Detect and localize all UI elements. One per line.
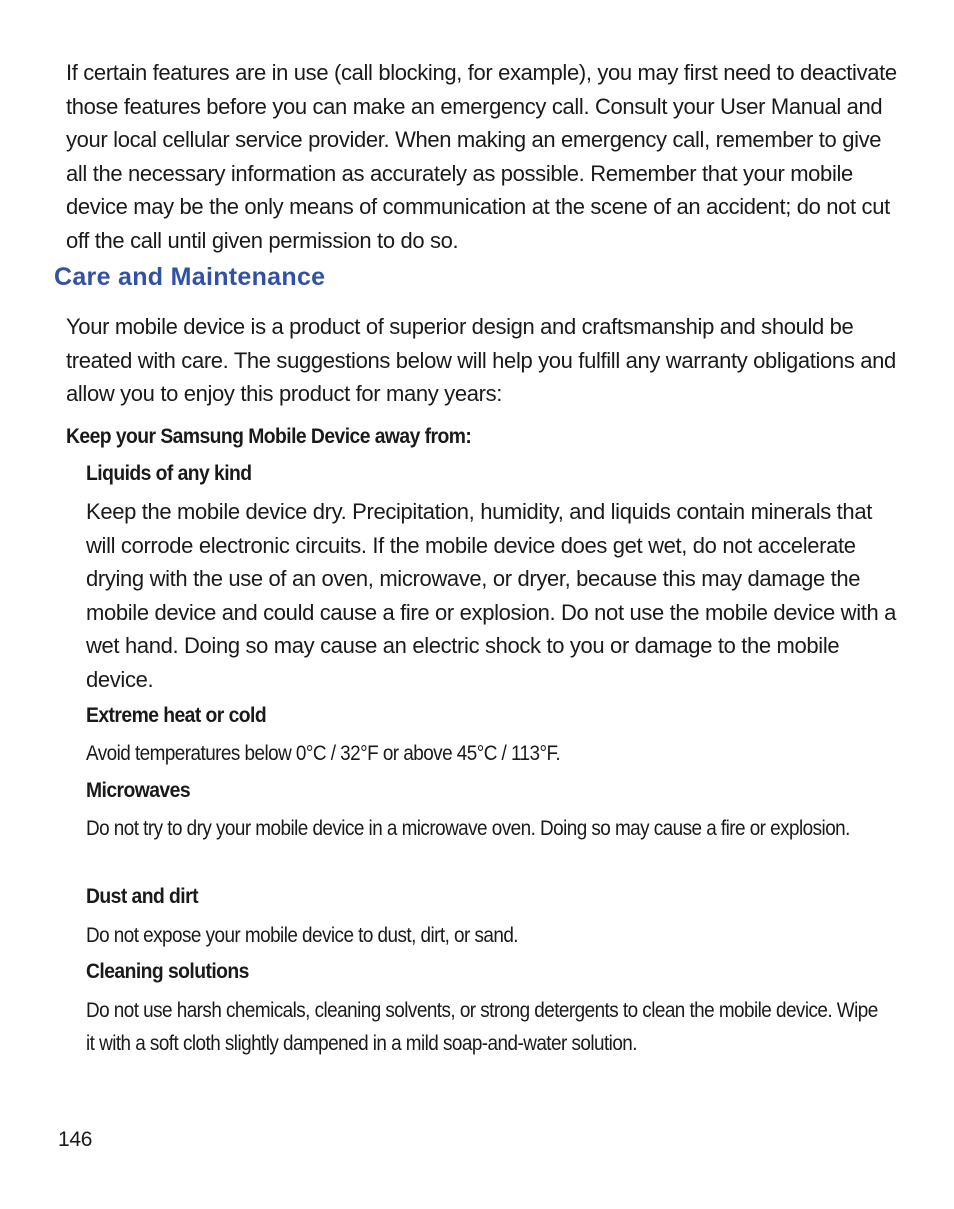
heat-cold-heading: Extreme heat or cold <box>86 704 267 727</box>
page-number: 146 <box>58 1128 93 1151</box>
dust-dirt-body: Do not expose your mobile device to dust, dirt, or sand. <box>86 924 519 947</box>
cleaning-solutions-heading: Cleaning solutions <box>86 960 249 983</box>
heat-cold-body: Avoid temperatures below 0°C / 32°F or above 45°C / 113°F. <box>86 742 561 765</box>
microwaves-heading: Microwaves <box>86 779 191 802</box>
microwaves-body: Do not try to dry your mobile device in a microwave oven. Doing so may cause a fire or explosion. <box>86 817 850 840</box>
keep-away-heading: Keep your Samsung Mobile Device away from: <box>66 425 472 448</box>
section-title: Care and Maintenance <box>54 263 326 291</box>
emergency-call-paragraph: If certain features are in use (call blocking, for example), you may first need to deactivate those features before you can make an emergency call. Consult your User Manual and your local cellular service provider. When making an emergency call, remember to give all the necessary information as accurately as possible. Remember that your mobile device may be the only means of communication at the scene of an accident; do not cut off the call until given permission to do so. <box>66 60 897 253</box>
liquids-body: Keep the mobile device dry. Precipitation, humidity, and liquids contain minerals that will corrode electronic circuits. If the mobile device does get wet, do not accelerate drying with the use of an oven, microwave, or dryer, because this may damage the mobile device and could cause a fire or explosion. Do not use the mobile device with a wet hand. Doing so may cause an electric shock to you or damage to the mobile device. <box>86 499 897 692</box>
cleaning-solutions-body: Do not use harsh chemicals, cleaning solvents, or strong detergents to clean the mobile device. Wipe it with a soft cloth slightly dampened in a mild soap-and-water solution. <box>86 999 878 1055</box>
dust-dirt-heading: Dust and dirt <box>86 885 198 908</box>
care-intro-paragraph: Your mobile device is a product of superior design and craftsmanship and should be treated with care. The suggestions below will help you fulfill any warranty obligations and allow you to enjoy this product for many years: <box>66 314 896 407</box>
liquids-heading: Liquids of any kind <box>86 462 252 485</box>
